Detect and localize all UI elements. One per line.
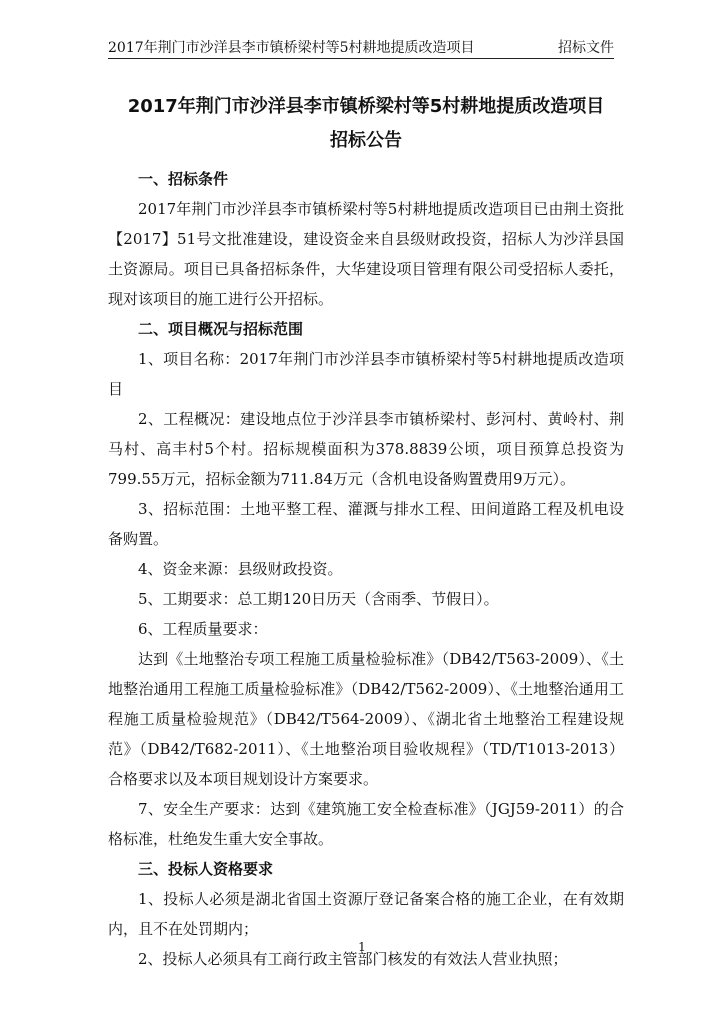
paragraph: 1、项目名称：2017年荆门市沙洋县李市镇桥梁村等5村耕地提质改造项目 bbox=[108, 350, 624, 398]
page-number: 1 bbox=[358, 940, 366, 954]
page-header bbox=[108, 38, 614, 59]
paragraph: 4、资金来源：县级财政投资。 bbox=[138, 560, 343, 578]
paragraph: 5、工期要求：总工期120日历天（含雨季、节假日）。 bbox=[138, 590, 499, 608]
paragraph: 2017年荆门市沙洋县李市镇桥梁村等5村耕地提质改造项目已由荆土资批【2017】51号文批准建设，建设资金来自县级财政投资，招标人为沙洋县国土资源局。项目已具备招标条件，大华建设项目管理有限公司受招标人委托，现对该项目的施工进行公开招标。 bbox=[108, 200, 624, 308]
paragraph: 2、工程概况：建设地点位于沙洋县李市镇桥梁村、彭河村、黄岭村、荆马村、高丰村5个村。招标规模面积为378.8839公顷，项目预算总投资为799.55万元，招标金额为711.84万元（含机电设备购置费用9万元）。 bbox=[108, 410, 624, 488]
paragraph: 3、招标范围：土地平整工程、灌溉与排水工程、田间道路工程及机电设备购置。 bbox=[108, 500, 624, 548]
header-doc-type: 招标文件 bbox=[558, 40, 614, 56]
document-subtitle: 招标公告 bbox=[330, 130, 402, 151]
paragraph: 达到《土地整治专项工程施工质量检验标准》（DB42/T563-2009）、《土地整治通用工程施工质量检验标准》（DB42/T562-2009）、《土地整治通用工程施工质量检验规范》（DB42/T564-2009）、《湖北省土地整治工程建设规范》（DB42/T682-2011）、《土地整治项目验收规程》（TD/T1013-2013）合格要求以及本项目规划设计方案要求。 bbox=[108, 650, 624, 788]
section-heading-overview: 二、项目概况与招标范围 bbox=[138, 320, 304, 338]
header-project-name: 2017年荆门市沙洋县李市镇桥梁村等5村耕地提质改造项目 bbox=[108, 40, 475, 56]
document-body bbox=[108, 90, 624, 974]
paragraph: 2、投标人必须具有工商行政主管部门核发的有效法人营业执照； bbox=[138, 950, 568, 968]
section-heading-qualifications: 三、投标人资格要求 bbox=[138, 860, 274, 878]
document-title: 2017年荆门市沙洋县李市镇桥梁村等5村耕地提质改造项目 bbox=[127, 96, 605, 117]
paragraph: 6、工程质量要求： bbox=[138, 620, 268, 638]
paragraph: 7、安全生产要求：达到《建筑施工安全检查标准》（JGJ59-2011）的合格标准，杜绝发生重大安全事故。 bbox=[108, 800, 624, 848]
section-heading-conditions: 一、招标条件 bbox=[138, 170, 229, 188]
paragraph: 1、投标人必须是湖北省国土资源厅登记备案合格的施工企业，在有效期内，且不在处罚期内； bbox=[108, 890, 624, 938]
